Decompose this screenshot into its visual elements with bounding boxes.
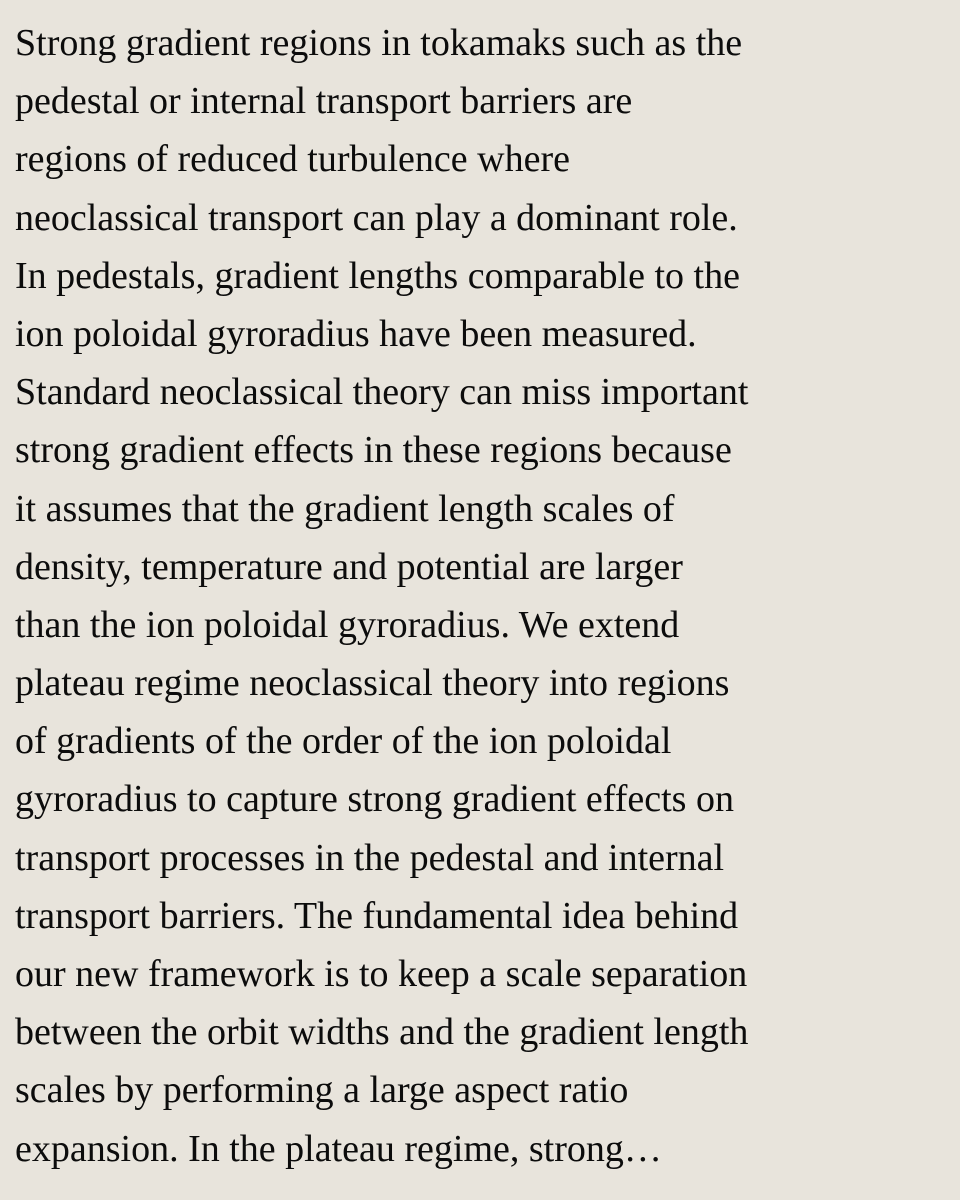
- text-line: strong gradient effects in these regions because: [15, 429, 732, 472]
- text-line: transport processes in the pedestal and internal: [15, 836, 725, 879]
- text-line: expansion. In the plateau regime, strong…: [15, 1127, 662, 1170]
- text-line: Strong gradient regions in tokamaks such as the: [15, 22, 743, 64]
- text-line: regions of reduced turbulence where: [15, 138, 570, 181]
- text-line: ion poloidal gyroradius have been measured.: [15, 312, 697, 355]
- abstract-text: [15, 14, 748, 1178]
- text-line: Standard neoclassical theory can miss important: [15, 371, 749, 414]
- text-line: between the orbit widths and the gradient length: [15, 1011, 749, 1054]
- text-line: plateau regime neoclassical theory into regions: [15, 662, 730, 705]
- text-line: transport barriers. The fundamental idea behind: [15, 894, 739, 937]
- text-line: In pedestals, gradient lengths comparable to the: [15, 254, 740, 297]
- text-line: gyroradius to capture strong gradient effects on: [15, 778, 734, 821]
- text-line: pedestal or internal transport barriers are: [15, 80, 633, 123]
- text-line: scales by performing a large aspect ratio: [15, 1069, 629, 1112]
- text-line: it assumes that the gradient length scales of: [15, 487, 675, 530]
- text-line: our new framework is to keep a scale separation: [15, 953, 748, 995]
- text-line: than the ion poloidal gyroradius. We extend: [15, 603, 680, 646]
- text-line: neoclassical transport can play a dominant role.: [15, 196, 738, 239]
- text-line: density, temperature and potential are larger: [15, 545, 683, 588]
- text-line: of gradients of the order of the ion poloidal: [15, 720, 672, 763]
